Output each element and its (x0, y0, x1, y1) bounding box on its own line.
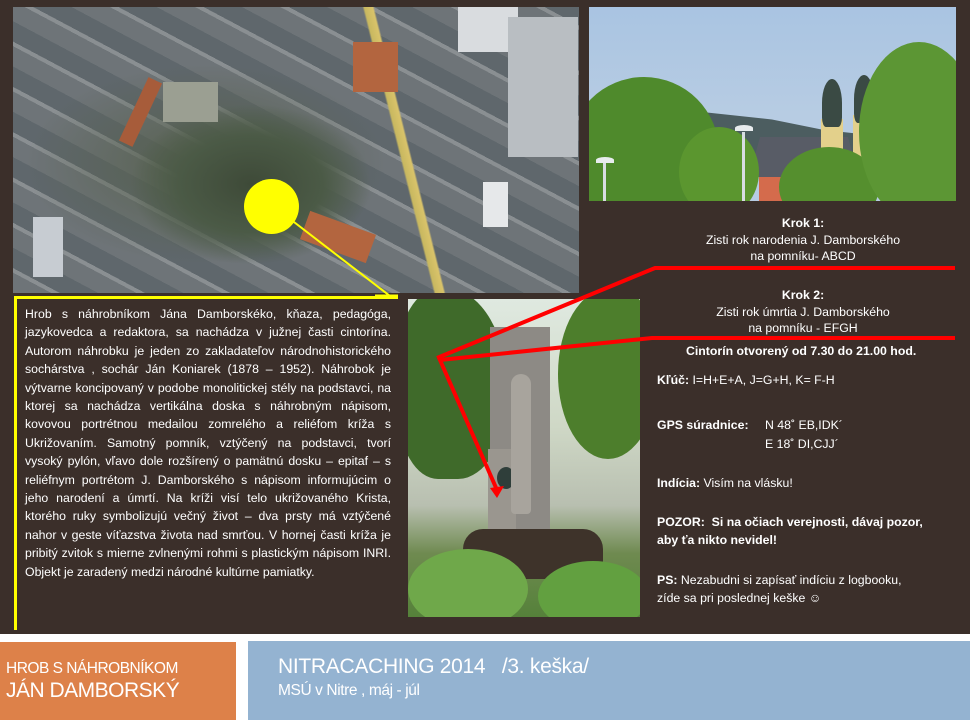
step-1-title: Krok 1: (781, 216, 825, 230)
warning-line2: aby ťa nikto nevidel! (657, 533, 778, 547)
footer-title-box (0, 642, 236, 720)
ps-line1: Nezabudni si zapísať indíciu z logbooku, (677, 573, 902, 587)
street-lamp-head (735, 125, 753, 131)
key-label: Kľúč: (657, 373, 690, 387)
footer-event-box (248, 641, 970, 720)
map-building (483, 182, 508, 227)
gps-label: GPS súradnice: (657, 418, 749, 432)
step-1 (663, 215, 943, 265)
gps-east: E 18˚ DI,CJJ´ (765, 437, 839, 451)
map-building (300, 211, 376, 263)
street-lamp (603, 162, 606, 201)
step-2-line1: Zisti rok úmrtia J. Damborského (716, 304, 890, 319)
hint (657, 474, 967, 492)
map-building (353, 42, 398, 92)
step-1-line1: Zisti rok narodenia J. Damborského (705, 232, 901, 247)
warning (657, 513, 967, 549)
footer-title-line2: JÁN DAMBORSKÝ (6, 679, 180, 702)
key-formula (657, 371, 967, 389)
footer-title-line1: HROB S NÁHROBNÍKOM (6, 660, 178, 677)
church-spire-left (822, 79, 842, 127)
step-2-title: Krok 2: (781, 288, 825, 302)
step-1-line2: na pomníku- ABCD (750, 249, 856, 263)
ps-label: PS: (657, 573, 678, 587)
map-building (119, 77, 162, 147)
satellite-map-image (13, 7, 579, 293)
step-2 (663, 287, 943, 337)
gps-north: N 48˚ EB,IDK´ (765, 418, 843, 432)
church-photo (589, 7, 956, 201)
crucifix-relief (511, 374, 531, 514)
footer-event-title: NITRACACHING 2014 /3. keška/ (278, 655, 589, 678)
grave-description: Hrob s náhrobníkom Jána Damborskéko, kňaza, pedagóga, jazykovedca a redaktora, sa nachádza v južnej časti cintorína. Autorom náhrobku je jeden zo zakladateľov národnohistorického sochárstva , sochár Ján Koniarek (1878 – 1952). Náhrobok je výtvarne koncipovaný v podobe monolitickej stély na podstavci, na ktorej sa nachádza vertikálna doska s náhrobným nápisom, kovovou portrétnou medailou zomrelého a reliéfom kríža s Ukrižovaním. Samotný pomník, vztýčený na podstavci, tvorí vysoký pylón, vľavo dole rozšírený o pamätnú dosku – epitaf – s reliéfnym portrétom J. Damborského s nápisom informujúcim o jeho narodení a úmrtí. Na kríži visí telo ukrižovaného Krista, ktorého ruky symbolizujú večný život – dva prsty má vztýčené nahor v geste víťazstva života nad smrťou. V hornej časti kríža je pribitý zvitok s mierne zvlnenými rohmi s plastickým nápisom INRI. Objekt je zaradený medzi národné kultúrne pamiatky. (25, 307, 391, 579)
tree (859, 42, 956, 201)
warning-label: POZOR: (657, 515, 705, 529)
tree (558, 299, 640, 459)
warning-line1: Si na očiach verejnosti, dávaj pozor, (704, 515, 923, 529)
key-value: I=H+E+A, J=G+H, K= F-H (689, 373, 835, 387)
step-2-line2: na pomníku - EFGH (748, 321, 858, 335)
map-building (33, 217, 63, 277)
hint-value: Visím na vlásku! (700, 476, 793, 490)
gps-coordinates (657, 416, 967, 451)
postscript (657, 571, 967, 607)
street-lamp (742, 132, 745, 201)
footer-event-subtitle: MSÚ v Nitre , máj - júl (278, 682, 420, 699)
map-building (508, 17, 578, 157)
map-field (163, 82, 218, 122)
grave-photo (408, 299, 640, 617)
opening-hours: Cintorín otvorený od 7.30 do 21.00 hod. (686, 344, 917, 358)
ps-line2: zíde sa pri poslednej keške ☺ (657, 591, 822, 605)
hint-label: Indícia: (657, 476, 701, 490)
street-lamp-head (596, 157, 614, 163)
location-marker (244, 179, 299, 234)
